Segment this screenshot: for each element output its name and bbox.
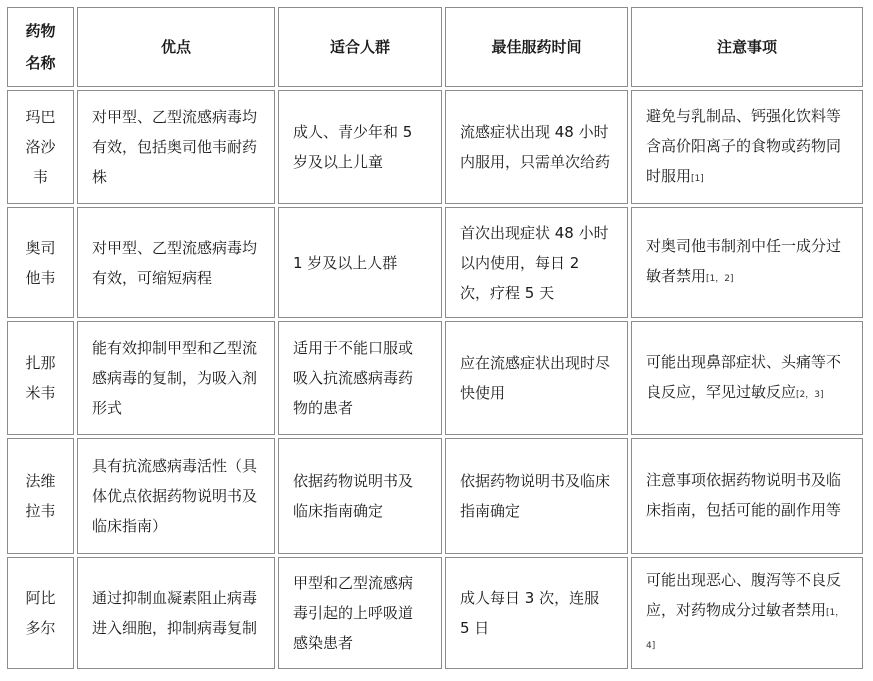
reference-marker: [2，3] bbox=[796, 389, 824, 400]
notes-cell bbox=[631, 90, 863, 204]
timing-cell: 成人每日 3 次，连服 5 日 bbox=[445, 557, 628, 669]
timing-cell: 依据药物说明书及临床指南确定 bbox=[445, 438, 628, 554]
notes-text: 可能出现鼻部症状、头痛等不良反应，罕见过敏反应 bbox=[646, 352, 842, 401]
drug-comparison-table bbox=[4, 4, 866, 672]
notes-text: 可能出现恶心、腹泻等不良反应，对药物成分过敏者禁用 bbox=[646, 571, 842, 619]
reference-marker: [1，2] bbox=[706, 274, 734, 284]
population-cell: 甲型和乙型流感病毒引起的上呼吸道感染患者 bbox=[278, 557, 442, 669]
header-advantage: 优点 bbox=[77, 7, 275, 87]
timing-cell: 应在流感症状出现时尽快使用 bbox=[445, 321, 628, 435]
header-timing: 最佳服药时间 bbox=[445, 7, 628, 87]
notes-text: 注意事项依据药物说明书及临床指南，包括可能的副作用等 bbox=[646, 470, 842, 519]
drug-name-cell: 奥司他韦 bbox=[7, 207, 74, 318]
advantage-cell: 具有抗流感病毒活性（具体优点依据药物说明书及临床指南） bbox=[77, 438, 275, 554]
timing-cell: 流感症状出现 48 小时内服用，只需单次给药 bbox=[445, 90, 628, 204]
notes-cell bbox=[631, 207, 863, 318]
advantage-cell: 通过抑制血凝素阻止病毒进入细胞，抑制病毒复制 bbox=[77, 557, 275, 669]
table-header-row bbox=[7, 7, 863, 87]
drug-name-cell: 扎那米韦 bbox=[7, 321, 74, 435]
population-cell: 成人、青少年和 5 岁及以上儿童 bbox=[278, 90, 442, 204]
table-row bbox=[7, 207, 863, 318]
notes-cell bbox=[631, 438, 863, 554]
table-row bbox=[7, 321, 863, 435]
table-row bbox=[7, 438, 863, 554]
notes-text: 对奥司他韦制剂中任一成分过敏者禁用 bbox=[646, 237, 842, 285]
reference-marker: [1] bbox=[691, 173, 704, 184]
timing-cell: 首次出现症状 48 小时以内使用，每日 2 次，疗程 5 天 bbox=[445, 207, 628, 318]
drug-name-cell: 玛巴洛沙韦 bbox=[7, 90, 74, 204]
drug-name-cell: 阿比多尔 bbox=[7, 557, 74, 669]
reference-marker: [1，4] bbox=[646, 608, 845, 651]
table-row bbox=[7, 90, 863, 204]
notes-cell bbox=[631, 557, 863, 669]
advantage-cell: 对甲型、乙型流感病毒均有效，可缩短病程 bbox=[77, 207, 275, 318]
notes-text: 避免与乳制品、钙强化饮料等含高价阳离子的食物或药物同时服用 bbox=[646, 106, 842, 185]
header-population: 适合人群 bbox=[278, 7, 442, 87]
advantage-cell: 能有效抑制甲型和乙型流感病毒的复制，为吸入剂形式 bbox=[77, 321, 275, 435]
header-notes: 注意事项 bbox=[631, 7, 863, 87]
header-drug-name: 药物名称 bbox=[7, 7, 74, 87]
notes-cell bbox=[631, 321, 863, 435]
population-cell: 1 岁及以上人群 bbox=[278, 207, 442, 318]
advantage-cell: 对甲型、乙型流感病毒均有效，包括奥司他韦耐药株 bbox=[77, 90, 275, 204]
population-cell: 适用于不能口服或吸入抗流感病毒药物的患者 bbox=[278, 321, 442, 435]
drug-name-cell: 法维拉韦 bbox=[7, 438, 74, 554]
table-row bbox=[7, 557, 863, 669]
population-cell: 依据药物说明书及临床指南确定 bbox=[278, 438, 442, 554]
